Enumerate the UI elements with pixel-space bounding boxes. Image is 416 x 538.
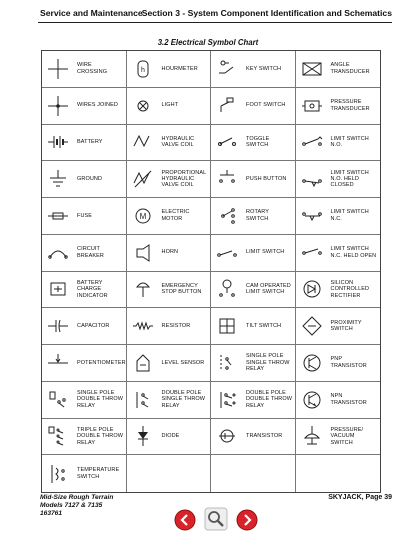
level-sensor-icon bbox=[131, 349, 155, 377]
battery-icon bbox=[46, 129, 70, 157]
symbol-label bbox=[162, 455, 209, 492]
symbol-label: GROUND bbox=[77, 175, 103, 182]
dpst-relay-icon bbox=[131, 386, 155, 414]
transistor-icon bbox=[215, 423, 239, 451]
symbol-cell bbox=[296, 345, 381, 382]
wires-joined-icon bbox=[46, 92, 70, 120]
rotary-switch-icon bbox=[215, 202, 239, 230]
symbol-chart-table bbox=[41, 50, 381, 493]
circuit-breaker-icon bbox=[46, 239, 70, 267]
symbol-label: RESISTOR bbox=[161, 322, 191, 329]
symbol-cell bbox=[296, 308, 381, 345]
symbol-label: CAPACITOR bbox=[77, 322, 110, 329]
header-rule bbox=[38, 22, 392, 23]
symbol-cell bbox=[127, 125, 212, 162]
symbol-cell bbox=[296, 88, 381, 125]
next-page-button[interactable] bbox=[236, 509, 258, 531]
symbol-label: TRANSISTOR bbox=[246, 433, 283, 440]
symbol-cell bbox=[296, 419, 381, 456]
pnp-transistor-icon bbox=[300, 349, 324, 377]
light-icon bbox=[131, 92, 155, 120]
symbol-label: PRESSURE/ VACUUM SWITCH bbox=[330, 426, 364, 446]
emergency-stop-button-icon bbox=[131, 276, 155, 304]
symbol-cell bbox=[211, 345, 296, 382]
scr-icon bbox=[300, 276, 324, 304]
symbol-cell bbox=[296, 161, 381, 198]
footer-model: Mid-Size Rough Terrain Models 7127 & 7135 163761 bbox=[40, 494, 114, 518]
proximity-switch-icon bbox=[300, 312, 324, 340]
svg-text:M: M bbox=[139, 211, 146, 221]
electric-motor-icon bbox=[131, 202, 155, 230]
symbol-label: SINGLE POLE DOUBLE THROW RELAY bbox=[77, 390, 124, 409]
symbol-label: DOUBLE POLE DOUBLE THROW RELAY bbox=[246, 390, 293, 409]
hourmeter-icon bbox=[131, 55, 155, 83]
symbol-cell bbox=[42, 198, 127, 235]
header-right: Section 3 - System Component Identification and Schematics bbox=[141, 8, 392, 18]
potentiometer-icon bbox=[46, 349, 70, 377]
symbol-label: LIMIT SWITCH N.O. bbox=[330, 135, 369, 149]
symbol-label: LIMIT SWITCH N.C. HELD OPEN bbox=[330, 246, 377, 259]
symbol-label: SINGLE POLE SINGLE THROW RELAY bbox=[246, 353, 290, 373]
symbol-label: LIMIT SWITCH N.O. HELD CLOSED bbox=[330, 169, 369, 189]
symbol-cell bbox=[211, 198, 296, 235]
symbol-label: WIRES JOINED bbox=[77, 102, 118, 109]
symbol-label bbox=[331, 455, 379, 492]
wire-crossing-icon bbox=[46, 55, 70, 83]
symbol-cell bbox=[211, 161, 296, 198]
horn-icon bbox=[131, 239, 155, 267]
angle-transducer-icon bbox=[300, 55, 324, 83]
chevron-left-icon bbox=[174, 509, 196, 531]
symbol-label: LIMIT SWITCH bbox=[246, 249, 285, 256]
symbol-cell bbox=[296, 272, 381, 309]
battery-charge-indicator-icon bbox=[46, 276, 70, 304]
symbol-cell bbox=[127, 272, 212, 309]
symbol-label: PROXIMITY SWITCH bbox=[330, 319, 362, 333]
magnifier-icon bbox=[204, 507, 228, 531]
symbol-cell bbox=[42, 88, 127, 125]
pressure-transducer-icon bbox=[300, 92, 324, 120]
symbol-label: FUSE bbox=[77, 212, 93, 219]
symbol-cell bbox=[42, 125, 127, 162]
symbol-label: HORN bbox=[161, 249, 179, 256]
symbol-cell bbox=[42, 235, 127, 272]
symbol-label: TILT SWITCH bbox=[246, 322, 282, 329]
symbol-label: EMERGENCY STOP BUTTON bbox=[161, 282, 202, 296]
cam-operated-limit-switch-icon bbox=[215, 276, 239, 304]
symbol-label: DOUBLE POLE SINGLE THROW RELAY bbox=[161, 390, 206, 409]
symbol-cell bbox=[127, 235, 212, 272]
symbol-cell bbox=[211, 125, 296, 162]
hydraulic-valve-coil-icon bbox=[131, 129, 155, 157]
symbol-cell bbox=[42, 382, 127, 419]
limit-switch-no-held-closed-icon bbox=[300, 165, 324, 193]
symbol-label: TEMPERATURE SWITCH bbox=[77, 467, 120, 480]
symbol-cell bbox=[127, 51, 212, 88]
diode-icon bbox=[131, 423, 155, 451]
symbol-label: WIRE CROSSING bbox=[77, 62, 108, 75]
limit-switch-nc-held-open-icon bbox=[300, 239, 324, 267]
search-button[interactable] bbox=[204, 507, 228, 531]
limit-switch-icon bbox=[215, 239, 239, 267]
symbol-label: PNP TRANSISTOR bbox=[330, 356, 367, 369]
symbol-cell bbox=[296, 51, 381, 88]
section-title: 3.2 Electrical Symbol Chart bbox=[157, 38, 259, 47]
symbol-cell bbox=[42, 455, 127, 492]
header-left: Service and Maintenance bbox=[40, 8, 143, 18]
prev-page-button[interactable] bbox=[174, 509, 196, 531]
symbol-label: ROTARY SWITCH bbox=[246, 209, 269, 222]
symbol-cell bbox=[42, 51, 127, 88]
symbol-label: LEVEL SENSOR bbox=[161, 359, 205, 366]
symbol-label: PROPORTIONAL HYDRAULIC VALVE COIL bbox=[161, 169, 207, 189]
symbol-cell bbox=[127, 382, 212, 419]
limit-switch-no-icon bbox=[300, 129, 324, 157]
symbol-cell bbox=[42, 345, 127, 382]
symbol-cell bbox=[296, 235, 381, 272]
symbol-cell bbox=[127, 419, 212, 456]
symbol-label: NPN TRANSISTOR bbox=[330, 393, 367, 406]
symbol-label: PRESSURE TRANSDUCER bbox=[330, 99, 370, 112]
symbol-label: BATTERY bbox=[77, 139, 103, 146]
symbol-cell bbox=[42, 161, 127, 198]
fuse-icon bbox=[46, 202, 70, 230]
spdt-relay-icon bbox=[46, 386, 70, 414]
symbol-cell bbox=[42, 308, 127, 345]
symbol-cell bbox=[211, 308, 296, 345]
symbol-cell bbox=[127, 308, 212, 345]
tilt-switch-icon bbox=[215, 312, 239, 340]
chevron-right-icon bbox=[236, 509, 258, 531]
symbol-label: KEY SWITCH bbox=[246, 65, 282, 72]
resistor-icon bbox=[131, 312, 155, 340]
symbol-label: LIMIT SWITCH N.C. bbox=[330, 209, 369, 222]
symbol-cell bbox=[211, 419, 296, 456]
push-button-icon bbox=[215, 165, 239, 193]
symbol-label: TOGGLE SWITCH bbox=[246, 135, 270, 149]
symbol-cell bbox=[296, 125, 381, 162]
npn-transistor-icon bbox=[300, 386, 324, 414]
symbol-label: ANGLE TRANSDUCER bbox=[330, 62, 370, 75]
spst-relay-icon bbox=[215, 349, 239, 377]
dpdt-relay-icon bbox=[215, 386, 239, 414]
footer-page: SKYJACK, Page 39 bbox=[328, 494, 392, 501]
symbol-cell bbox=[211, 382, 296, 419]
symbol-cell bbox=[211, 235, 296, 272]
symbol-label: TRIPLE POLE DOUBLE THROW RELAY bbox=[77, 426, 124, 446]
proportional-valve-coil-icon bbox=[131, 165, 155, 193]
tpdt-relay-icon bbox=[46, 423, 70, 451]
symbol-cell bbox=[127, 198, 212, 235]
symbol-cell bbox=[211, 272, 296, 309]
symbol-label: HOURMETER bbox=[161, 65, 198, 72]
symbol-label: CIRCUIT BREAKER bbox=[77, 246, 104, 259]
empty-cell bbox=[296, 455, 381, 492]
symbol-cell bbox=[127, 161, 212, 198]
symbol-label: BATTERY CHARGE INDICATOR bbox=[77, 279, 108, 299]
ground-icon bbox=[46, 165, 70, 193]
limit-switch-nc-icon bbox=[300, 202, 324, 230]
symbol-label: SILICON CONTROLLED RECTIFIER bbox=[330, 279, 370, 299]
page-header bbox=[40, 6, 392, 22]
toggle-switch-icon bbox=[215, 129, 239, 157]
symbol-label: LIGHT bbox=[161, 102, 179, 109]
empty-cell bbox=[127, 455, 212, 492]
symbol-cell bbox=[211, 51, 296, 88]
symbol-cell bbox=[127, 345, 212, 382]
symbol-label: CAM OPERATED LIMIT SWITCH bbox=[246, 282, 291, 296]
symbol-label: ELECTRIC MOTOR bbox=[161, 209, 190, 222]
capacitor-icon bbox=[46, 312, 70, 340]
svg-text:h: h bbox=[140, 66, 145, 74]
symbol-label: HYDRAULIC VALVE COIL bbox=[161, 135, 195, 149]
symbol-label: FOOT SWITCH bbox=[246, 102, 286, 109]
symbol-label bbox=[246, 455, 293, 492]
symbol-label: DIODE bbox=[161, 433, 180, 440]
symbol-cell bbox=[42, 419, 127, 456]
symbol-cell bbox=[296, 382, 381, 419]
key-switch-icon bbox=[215, 55, 239, 83]
foot-switch-icon bbox=[215, 92, 239, 120]
empty-cell bbox=[211, 455, 296, 492]
symbol-label: PUSH BUTTON bbox=[246, 175, 287, 182]
pressure-vacuum-switch-icon bbox=[300, 423, 324, 451]
symbol-label: POTENTIOMETER bbox=[77, 359, 126, 366]
symbol-cell bbox=[42, 272, 127, 309]
symbol-cell bbox=[296, 198, 381, 235]
symbol-cell bbox=[127, 88, 212, 125]
temperature-switch-icon bbox=[46, 459, 70, 488]
symbol-cell bbox=[211, 88, 296, 125]
